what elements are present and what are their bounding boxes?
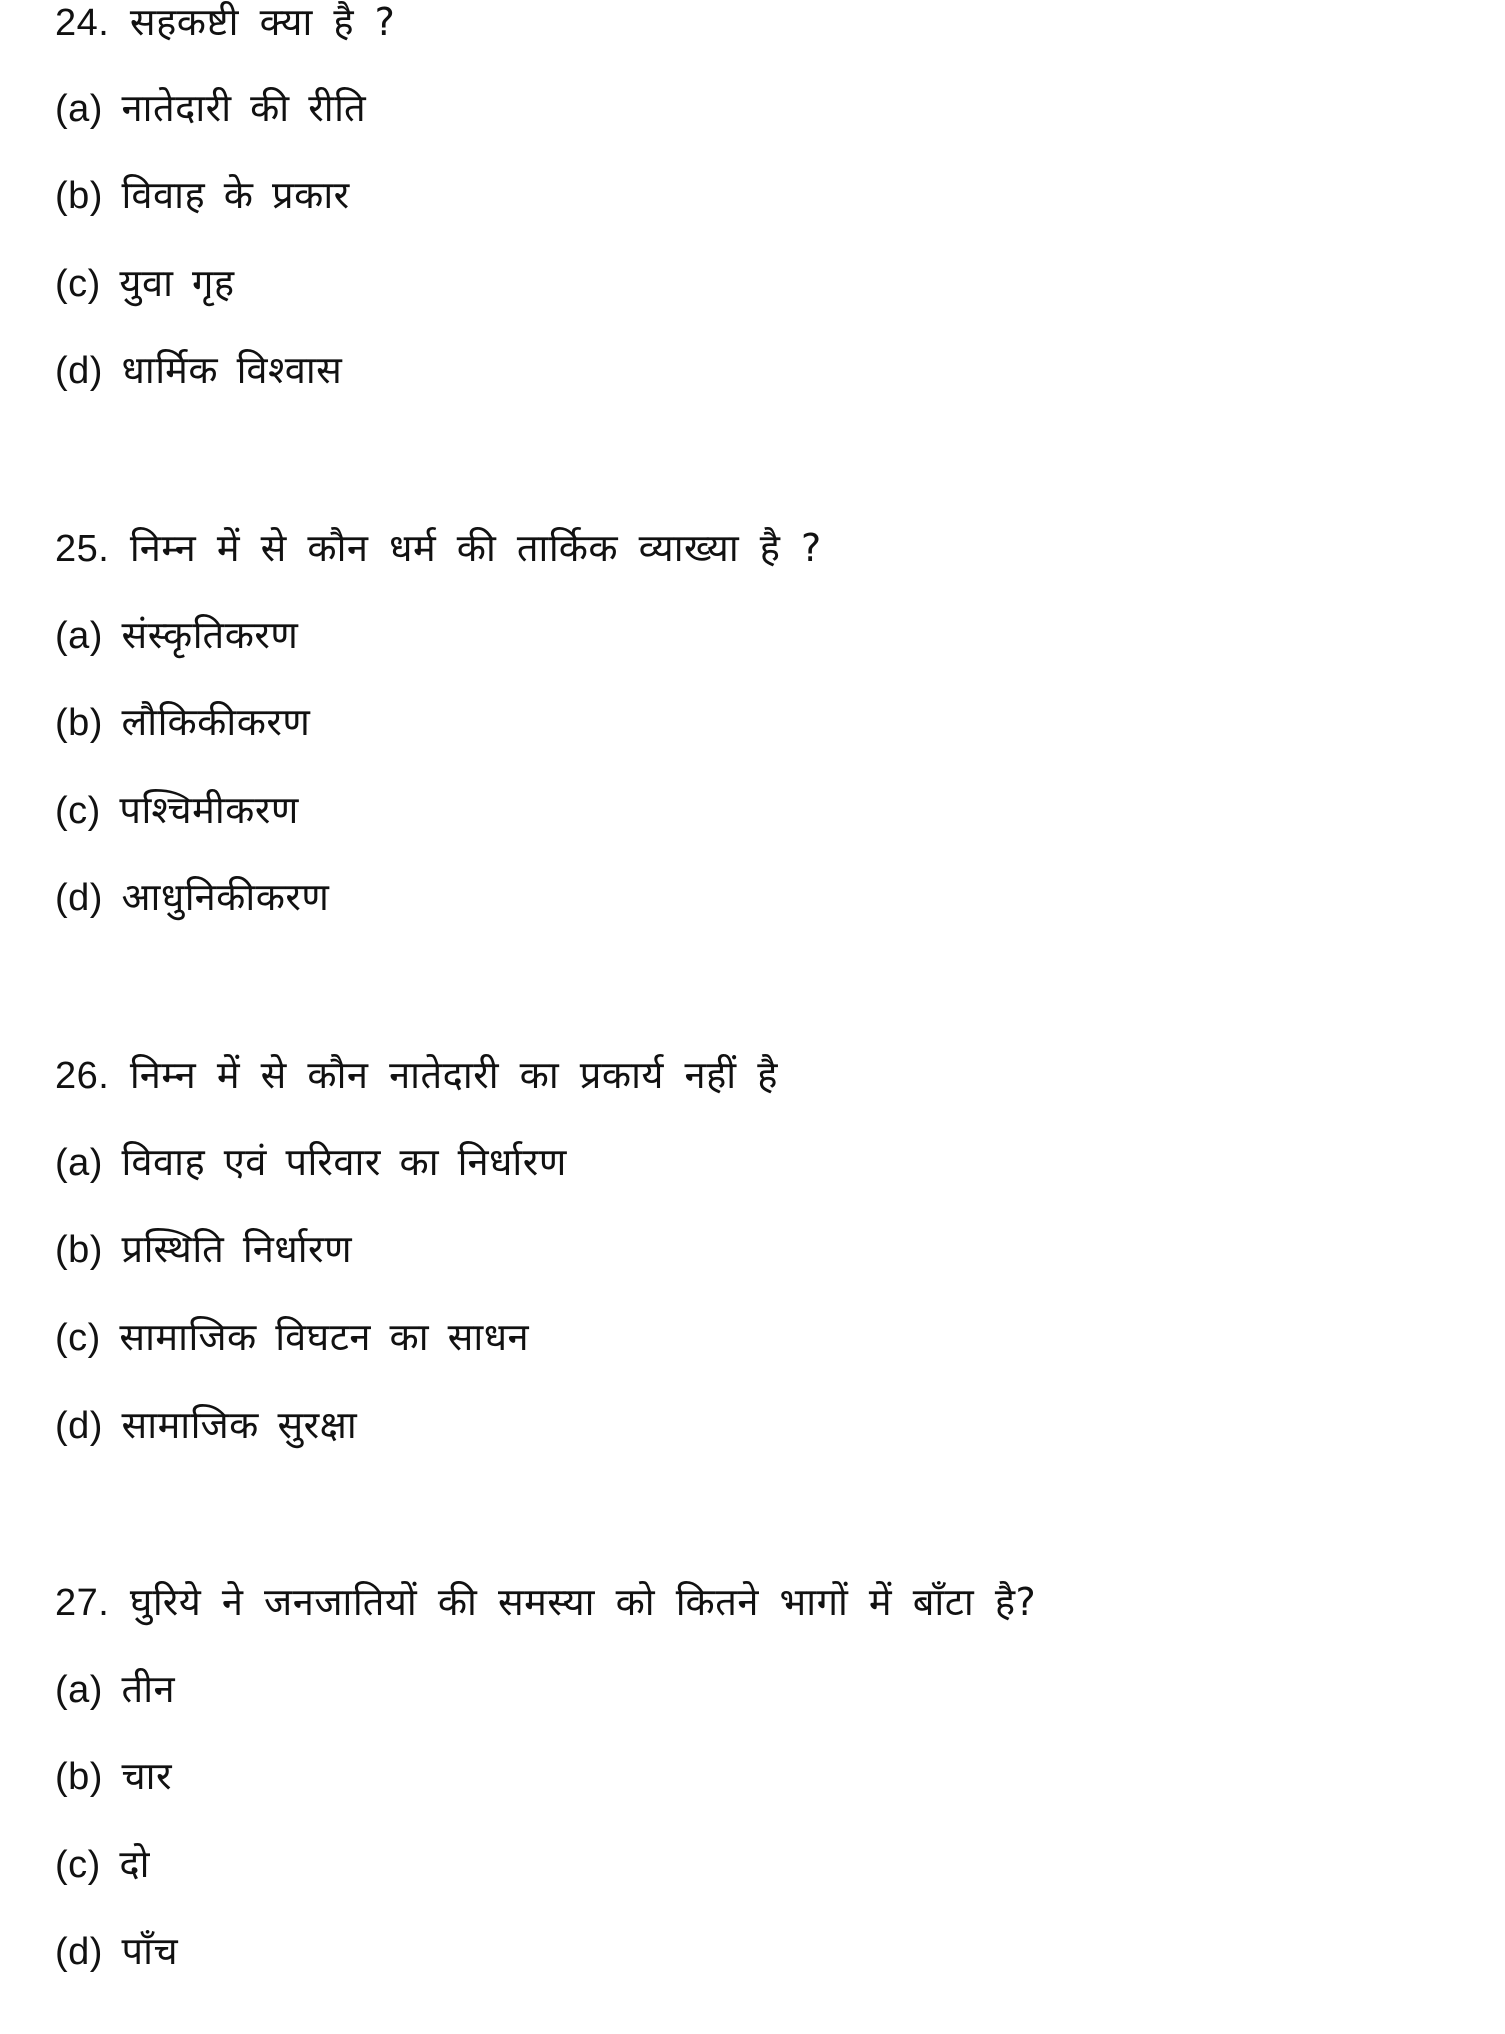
option-text: दो	[119, 1842, 150, 1886]
option-text: प्रस्थिति निर्धारण	[121, 1227, 353, 1271]
option-letter: (b)	[55, 702, 103, 744]
option-26-c	[55, 1307, 529, 1368]
option-text: तीन	[121, 1667, 176, 1711]
option-text: आधुनिकीकरण	[121, 875, 330, 919]
option-text: विवाह एवं परिवार का निर्धारण	[121, 1140, 567, 1184]
option-26-b	[55, 1219, 352, 1280]
option-25-b	[55, 692, 310, 753]
option-text: सामाजिक सुरक्षा	[121, 1403, 358, 1447]
option-text: सामाजिक विघटन का साधन	[119, 1315, 530, 1359]
option-letter: (a)	[55, 615, 103, 657]
option-letter: (d)	[55, 1405, 103, 1447]
option-27-d	[55, 1921, 178, 1982]
option-27-c	[55, 1834, 150, 1895]
option-letter: (a)	[55, 1669, 103, 1711]
question-25	[55, 518, 822, 579]
question-number: 26.	[55, 1055, 110, 1097]
option-text: विवाह के प्रकार	[121, 173, 350, 217]
option-letter: (b)	[55, 175, 103, 217]
option-25-a	[55, 605, 298, 666]
option-26-a	[55, 1132, 567, 1193]
option-24-a	[55, 78, 366, 139]
option-text: चार	[121, 1754, 173, 1798]
option-letter: (d)	[55, 350, 103, 392]
option-text: पाँच	[121, 1929, 179, 1973]
option-27-b	[55, 1746, 172, 1807]
question-text: सहकष्टी क्या है ?	[129, 0, 396, 44]
option-letter: (a)	[55, 88, 103, 130]
option-24-d	[55, 340, 342, 401]
option-24-c	[55, 253, 235, 314]
question-number: 24.	[55, 2, 110, 44]
option-text: संस्कृतिकरण	[121, 613, 299, 657]
option-25-c	[55, 780, 299, 841]
option-letter: (b)	[55, 1229, 103, 1271]
option-text: पश्चिमीकरण	[119, 788, 299, 832]
option-letter: (c)	[55, 1844, 101, 1886]
option-letter: (b)	[55, 1756, 103, 1798]
option-text: युवा गृह	[119, 261, 235, 305]
option-text: लौकिकीकरण	[121, 700, 311, 744]
question-number: 25.	[55, 528, 110, 570]
question-text: निम्न में से कौन नातेदारी का प्रकार्य नहीं है	[129, 1053, 778, 1097]
question-24	[55, 0, 395, 53]
option-25-d	[55, 867, 329, 928]
option-letter: (c)	[55, 1317, 101, 1359]
question-26	[55, 1045, 778, 1106]
option-letter: (d)	[55, 1931, 103, 1973]
question-text: निम्न में से कौन धर्म की तार्किक व्याख्या है ?	[129, 526, 822, 570]
question-text: घुरिये ने जनजातियों की समस्या को कितने भागों में बाँटा है?	[129, 1580, 1037, 1624]
option-26-d	[55, 1395, 357, 1456]
option-letter: (d)	[55, 877, 103, 919]
option-27-a	[55, 1659, 175, 1720]
question-27	[55, 1572, 1036, 1633]
question-number: 27.	[55, 1582, 110, 1624]
option-24-b	[55, 165, 350, 226]
option-letter: (c)	[55, 263, 101, 305]
option-letter: (a)	[55, 1142, 103, 1184]
option-letter: (c)	[55, 790, 101, 832]
option-text: धार्मिक विश्वास	[121, 348, 343, 392]
option-text: नातेदारी की रीति	[121, 86, 367, 130]
